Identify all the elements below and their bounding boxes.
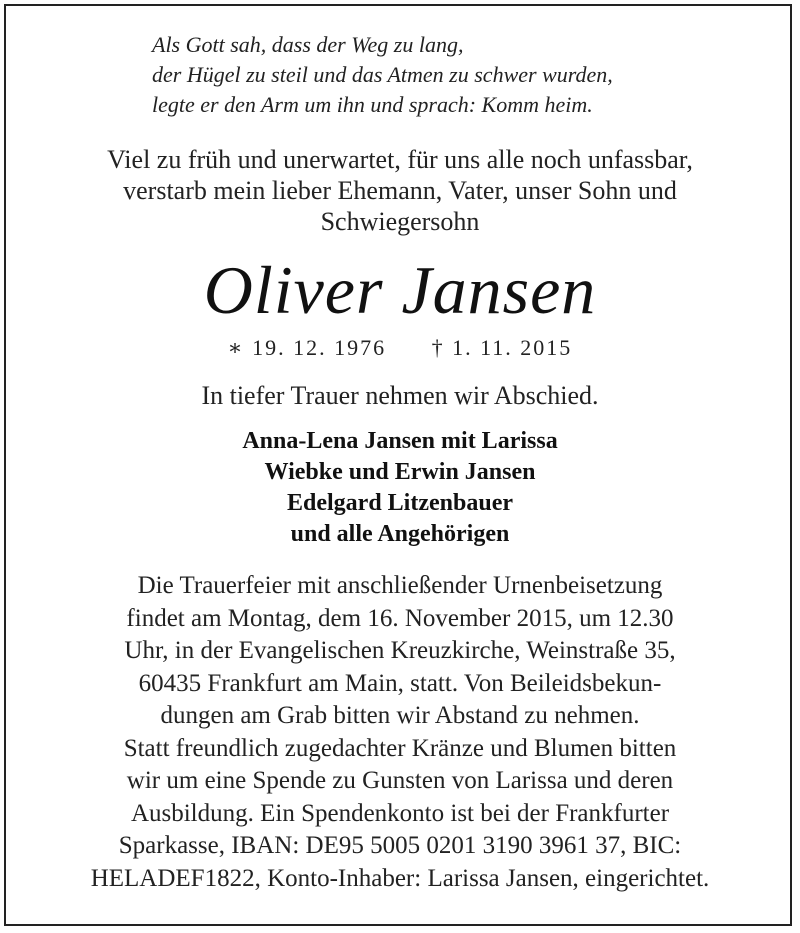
farewell-line: In tiefer Trauer nehmen wir Abschied. (201, 381, 599, 410)
details-line: Statt freundlich zugedachter Kränze und Blumen bitten (123, 734, 677, 762)
intro-line: verstarb mein lieber Ehemann, Vater, unser Sohn und (123, 176, 677, 205)
details-line: Uhr, in der Evangelischen Kreuzkirche, Weinstraße 35, (124, 637, 676, 664)
details-line: Die Trauerfeier mit anschließender Urnenbeisetzung (137, 572, 663, 599)
poem-line: Als Gott sah, dass der Weg zu lang, (152, 32, 464, 57)
details-line: HELADEF1822, Konto-Inhaber: Larissa Jansen, eingerichtet. (90, 864, 710, 892)
poem-line: legte er den Arm um ihn und sprach: Komm heim. (152, 92, 593, 117)
details-line: 60435 Frankfurt am Main, statt. Von Beileidsbekun- (138, 669, 662, 697)
details-line: dungen am Grab bitten wir Abstand zu nehmen. (160, 702, 640, 729)
details-line: findet am Montag, dem 16. November 2015, um 12.30 (126, 604, 674, 632)
mourner-name: Anna-Lena Jansen mit Larissa (242, 428, 558, 454)
poem (152, 30, 752, 120)
deceased-name: Oliver Jansen (203, 252, 597, 328)
mourner-name: Edelgard Litzenbauer (287, 490, 513, 516)
intro-line: Schwiegersohn (320, 207, 480, 236)
details-line: Sparkasse, IBAN: DE95 5005 0201 3190 3961 37, BIC: (118, 832, 682, 859)
intro-line: Viel zu früh und unerwartet, für uns alle noch unfassbar, (107, 145, 693, 174)
intro-text (6, 144, 792, 237)
details-line: wir um eine Spende zu Gunsten von Larissa und deren (126, 767, 674, 794)
mourner-name: Wiebke und Erwin Jansen (264, 459, 536, 485)
obituary-frame (4, 4, 792, 926)
death-date: † 1. 11. 2015 (431, 335, 573, 360)
mourner-name: und alle Angehörigen (290, 521, 510, 547)
life-dates (6, 334, 792, 362)
birth-date: ∗ 19. 12. 1976 (227, 335, 387, 360)
service-details (6, 570, 792, 895)
poem-line: der Hügel zu steil und das Atmen zu schwer wurden, (152, 62, 613, 87)
mourners-list (6, 426, 792, 550)
details-line: Ausbildung. Ein Spendenkonto ist bei der Frankfurter (130, 799, 670, 827)
